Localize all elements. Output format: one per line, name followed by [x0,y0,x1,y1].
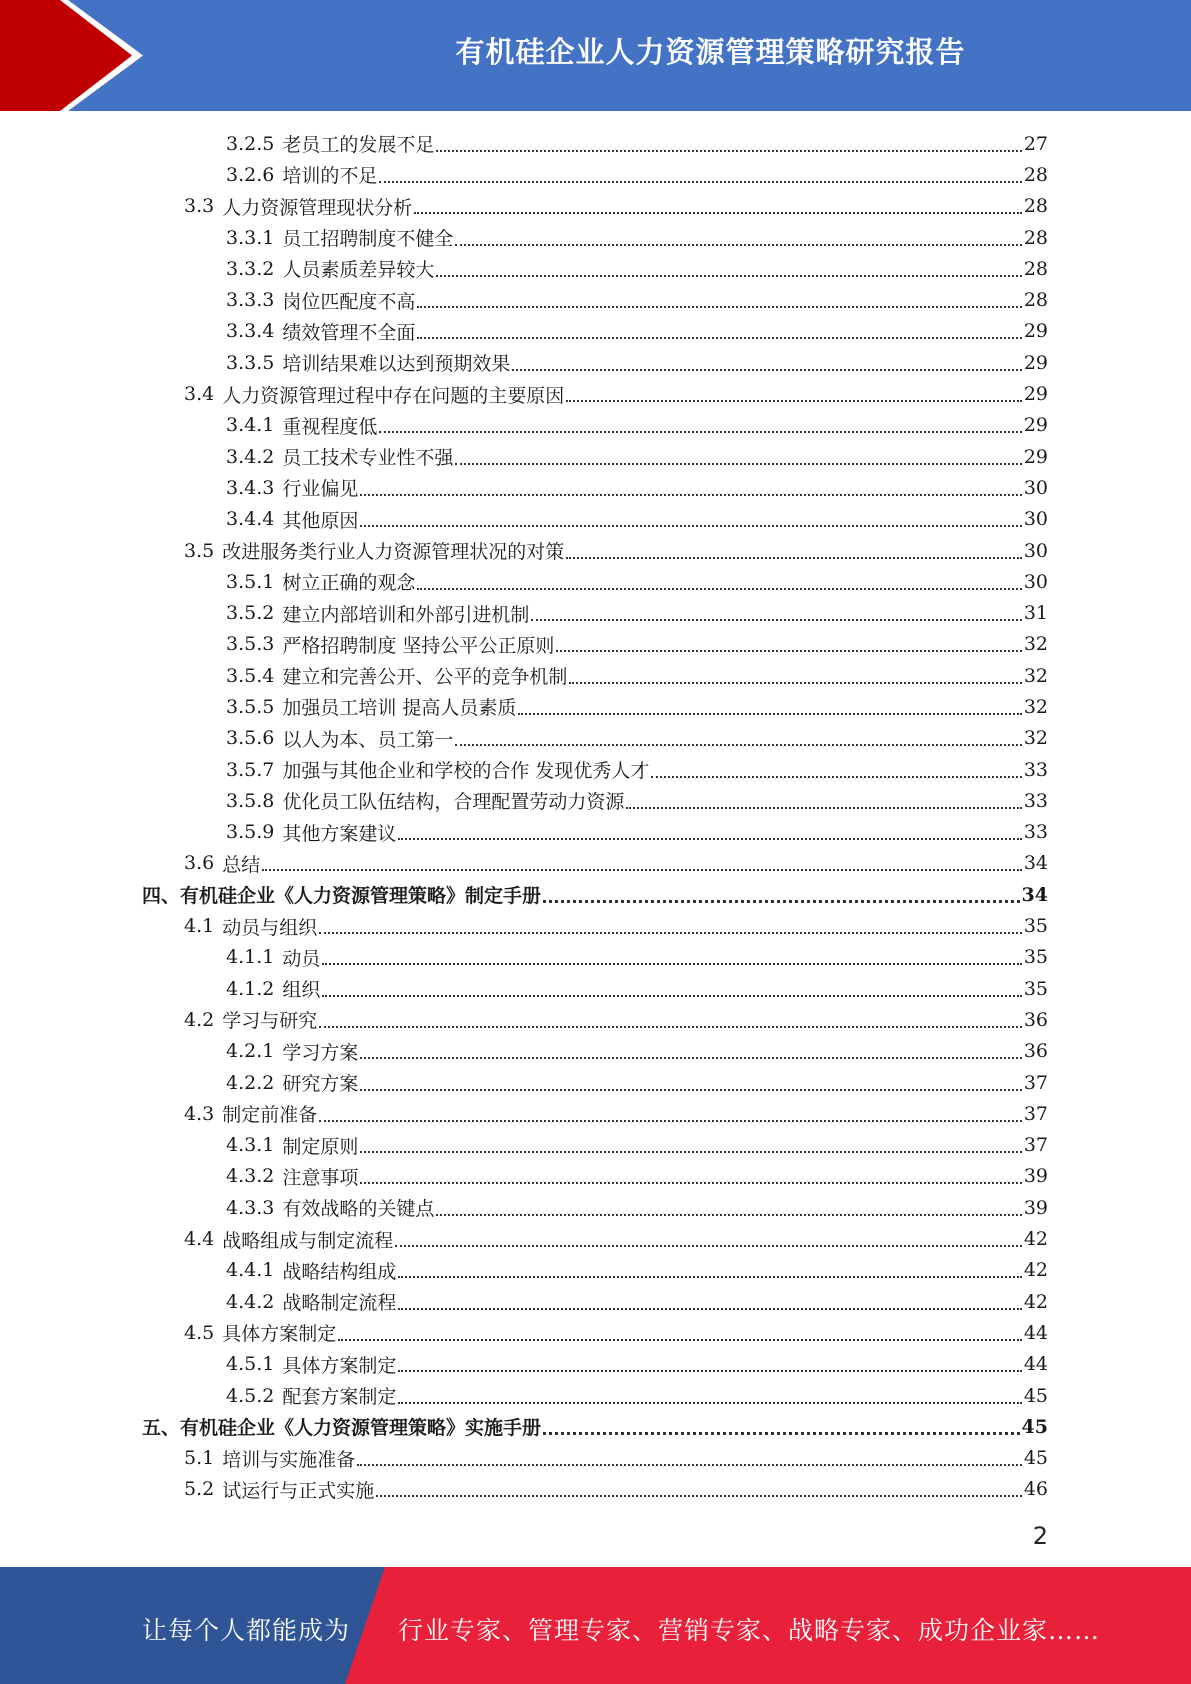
toc-entry-number: 4.3 [184,1102,215,1125]
toc-entry[interactable] [142,785,1048,816]
toc-dot-leader [398,1402,1021,1404]
toc-dot-leader [360,1057,1021,1059]
toc-entry[interactable] [142,597,1048,628]
toc-entry-page: 33 [1023,821,1048,844]
toc-entry-page: 30 [1023,539,1048,562]
toc-entry-title: 其他方案建议 [282,822,397,845]
toc-dot-leader [556,650,1021,652]
toc-entry[interactable] [142,848,1048,879]
toc-dot-leader [398,1276,1021,1278]
toc-entry-number: 3.3.2 [226,257,275,280]
toc-entry-title: 绩效管理不全面 [282,321,416,344]
toc-entry[interactable] [142,316,1048,347]
toc-dot-leader [569,682,1021,684]
toc-entry-title: 岗位匹配度不高 [282,290,416,313]
toc-entry-title: 有机硅企业《人力资源管理策略》实施手册 [180,1417,542,1440]
toc-entry-title: 培训与实施准备 [222,1448,356,1471]
toc-entry-page: 30 [1023,570,1048,593]
toc-entry[interactable] [142,566,1048,597]
toc-entry-title: 建立内部培训和外部引进机制 [282,603,530,626]
toc-dot-leader [436,275,1021,277]
toc-entry-page: 28 [1023,163,1048,186]
toc-entry-number: 3.5.8 [226,789,275,812]
toc-entry-page: 33 [1023,758,1048,781]
toc-entry-title: 有机硅企业《人力资源管理策略》制定手册 [180,885,542,908]
toc-dot-leader [566,557,1022,559]
toc-dot-leader [455,463,1021,465]
toc-entry[interactable] [142,660,1048,691]
toc-entry-number: 3.5.5 [226,695,275,718]
toc-entry-number: 4.4 [184,1228,215,1251]
toc-entry-page: 29 [1023,414,1048,437]
toc-entry-number: 4.3.3 [226,1196,275,1219]
toc-dot-leader [543,1432,1020,1435]
toc-entry-title: 人力资源管理过程中存在问题的主要原因 [222,384,565,407]
toc-entry[interactable] [142,1349,1048,1380]
toc-dot-leader [417,588,1021,590]
toc-entry-title: 配套方案制定 [282,1386,397,1409]
toc-entry-page: 28 [1023,257,1048,280]
toc-dot-leader [379,431,1021,433]
toc-entry-title: 培训的不足 [282,165,378,188]
toc-entry-number: 3.3.3 [226,289,275,312]
toc-entry-page: 29 [1023,383,1048,406]
toc-entry-page: 28 [1023,195,1048,218]
toc-entry-title: 行业偏见 [282,478,359,501]
toc-entry-number: 4.2 [184,1008,215,1031]
toc-entry-title: 具体方案制定 [222,1323,337,1346]
toc-dot-leader [398,1370,1021,1372]
toc-entry-number: 4.1 [184,915,215,938]
toc-entry[interactable] [142,1161,1048,1192]
toc-entry-number: 3.3.1 [226,226,275,249]
toc-entry-number: 4.4.2 [226,1290,275,1313]
toc-entry-page: 44 [1023,1321,1048,1344]
toc-entry-page: 32 [1023,664,1048,687]
toc-entry[interactable] [142,253,1048,284]
toc-dot-leader [455,744,1021,746]
toc-dot-leader [651,776,1021,778]
toc-entry-title: 加强员工培训 提高人员素质 [282,697,517,720]
toc-entry-page: 37 [1023,1071,1048,1094]
toc-entry-number: 4.4.1 [226,1259,275,1282]
toc-entry-title: 试运行与正式实施 [222,1479,375,1502]
toc-entry-title: 建立和完善公开、公平的竞争机制 [282,666,568,689]
toc-entry-title: 优化员工队伍结构，合理配置劳动力资源 [282,791,625,814]
toc-entry-page: 34 [1021,883,1048,906]
toc-entry[interactable] [142,1286,1048,1317]
toc-entry[interactable] [142,723,1048,754]
toc-entry[interactable] [142,441,1048,472]
toc-entry-number: 4.5 [184,1321,215,1344]
toc-dot-leader [414,212,1022,214]
toc-dot-leader [360,1089,1021,1091]
toc-entry-title: 总结 [222,853,261,876]
toc-entry[interactable] [142,1098,1048,1129]
toc-entry-page: 35 [1023,977,1048,1000]
toc-entry-title: 人员素质差异较大 [282,259,435,282]
page-footer [0,1567,1191,1684]
toc-entry[interactable] [142,347,1048,378]
toc-entry-page: 39 [1023,1165,1048,1188]
toc-entry-number: 5.1 [184,1447,215,1470]
toc-entry-number: 3.5.7 [226,758,275,781]
toc-dot-leader [262,869,1022,871]
toc-entry-number: 3.5 [184,539,215,562]
toc-entry-page: 31 [1023,602,1048,625]
toc-entry-number: 五、 [142,1417,181,1440]
toc-dot-leader [319,1026,1022,1028]
toc-entry-page: 29 [1023,320,1048,343]
toc-entry-number: 4.3.1 [226,1134,275,1157]
toc-entry[interactable] [142,629,1048,660]
toc-entry-number: 3.4.3 [226,476,275,499]
toc-entry-page: 32 [1023,633,1048,656]
toc-entry-title: 学习方案 [282,1041,359,1064]
toc-entry[interactable] [142,378,1048,409]
toc-entry[interactable] [142,535,1048,566]
toc-entry[interactable] [142,1411,1048,1442]
toc-entry-page: 39 [1023,1196,1048,1219]
toc-entry-number: 4.1.1 [226,946,275,969]
footer-slogan-left: 让每个人都能成为 [142,1616,351,1645]
toc-dot-leader [376,1495,1022,1497]
page-header [0,0,1191,111]
toc-entry-number: 四、 [142,885,181,908]
footer-slogan-right: 行业专家、管理专家、营销专家、战略专家、成功企业家…… [398,1616,1101,1645]
toc-entry-number: 3.5.6 [226,727,275,750]
toc-entry-page: 45 [1021,1415,1048,1438]
toc-entry-title: 学习与研究 [222,1010,318,1033]
toc-entry-title: 员工技术专业性不强 [282,447,454,470]
toc-entry-title: 老员工的发展不足 [282,134,435,157]
toc-entry-title: 具体方案制定 [282,1354,397,1377]
toc-entry-title: 人力资源管理现状分析 [222,196,413,219]
toc-entry[interactable] [142,1223,1048,1254]
toc-entry-page: 35 [1023,915,1048,938]
toc-dot-leader [357,1464,1022,1466]
toc-dot-leader [322,995,1021,997]
toc-entry[interactable] [142,504,1048,535]
toc-entry-page: 29 [1023,351,1048,374]
toc-dot-leader [626,807,1021,809]
toc-entry-number: 3.4.1 [226,414,275,437]
toc-dot-leader [398,1308,1021,1310]
toc-entry-number: 3.3.4 [226,320,275,343]
toc-entry-title: 培训结果难以达到预期效果 [282,353,511,376]
toc-dot-leader [518,713,1021,715]
toc-entry-number: 3.5.1 [226,570,275,593]
toc-entry-number: 4.3.2 [226,1165,275,1188]
toc-entry-number: 4.5.1 [226,1353,275,1376]
toc-entry-title: 研究方案 [282,1073,359,1096]
toc-entry-number: 4.1.2 [226,977,275,1000]
toc-entry-page: 32 [1023,695,1048,718]
toc-dot-leader [417,337,1021,339]
toc-entry-number: 4.2.2 [226,1071,275,1094]
toc-entry-title: 严格招聘制度 坚持公平公正原则 [282,634,555,657]
toc-entry-page: 30 [1023,476,1048,499]
toc-entry-number: 3.3 [184,195,215,218]
toc-entry-number: 3.6 [184,852,215,875]
header-red-chevron [0,0,150,111]
toc-dot-leader [566,400,1022,402]
toc-entry[interactable] [142,1004,1048,1035]
toc-dot-leader [319,1120,1022,1122]
toc-entry-page: 30 [1023,508,1048,531]
toc-dot-leader [531,619,1021,621]
toc-dot-leader [360,1182,1021,1184]
toc-entry-title: 有效战略的关键点 [282,1198,435,1221]
toc-dot-leader [360,1151,1021,1153]
toc-entry-number: 3.2.5 [226,132,275,155]
toc-entry-number: 3.4.4 [226,508,275,531]
toc-entry[interactable] [142,1317,1048,1348]
toc-entry-title: 动员 [282,947,321,970]
toc-entry-number: 3.5.9 [226,821,275,844]
toc-entry[interactable] [142,1036,1048,1067]
toc-entry-title: 战略组成与制定流程 [222,1229,394,1252]
toc-dot-leader [398,838,1021,840]
toc-dot-leader [417,306,1021,308]
toc-entry-title: 制定原则 [282,1135,359,1158]
toc-entry-title: 重视程度低 [282,415,378,438]
toc-entry[interactable] [142,284,1048,315]
toc-dot-leader [455,244,1021,246]
toc-entry-page: 27 [1023,132,1048,155]
toc-dot-leader [436,150,1021,152]
toc-entry[interactable] [142,128,1048,159]
toc-entry[interactable] [142,1380,1048,1411]
toc-entry-number: 4.2.1 [226,1040,275,1063]
toc-entry-page: 37 [1023,1102,1048,1125]
toc-entry-page: 29 [1023,445,1048,468]
toc-entry-page: 46 [1023,1478,1048,1501]
toc-entry[interactable] [142,1192,1048,1223]
toc-dot-leader [395,1245,1022,1247]
toc-entry-number: 3.2.6 [226,163,275,186]
toc-entry[interactable] [142,942,1048,973]
document-title: 有机硅企业人力资源管理策略研究报告 [455,35,966,69]
toc-entry[interactable] [142,472,1048,503]
toc-entry-number: 4.5.2 [226,1384,275,1407]
toc-entry-title: 战略结构组成 [282,1260,397,1283]
toc-entry[interactable] [142,910,1048,941]
toc-dot-leader [319,932,1022,934]
toc-entry[interactable] [142,410,1048,441]
toc-entry-title: 其他原因 [282,509,359,532]
toc-entry-title: 员工招聘制度不健全 [282,228,454,251]
toc-entry-page: 28 [1023,289,1048,312]
toc-entry-page: 37 [1023,1134,1048,1157]
toc-entry-page: 42 [1023,1228,1048,1251]
toc-entry-title: 战略制定流程 [282,1292,397,1315]
toc-entry-page: 42 [1023,1259,1048,1282]
toc-entry[interactable] [142,879,1048,910]
toc-entry-page: 33 [1023,789,1048,812]
toc-entry[interactable] [142,1067,1048,1098]
toc-entry-title: 树立正确的观念 [282,572,416,595]
toc-entry[interactable] [142,222,1048,253]
toc-dot-leader [379,181,1021,183]
toc-dot-leader [322,963,1021,965]
table-of-contents [142,128,1048,1505]
toc-entry-number: 5.2 [184,1478,215,1501]
toc-entry[interactable] [142,754,1048,785]
toc-entry-title: 改进服务类行业人力资源管理状况的对策 [222,541,565,563]
toc-entry-page: 45 [1023,1447,1048,1470]
toc-entry-number: 3.5.4 [226,664,275,687]
toc-dot-leader [512,369,1021,371]
toc-entry-page: 28 [1023,226,1048,249]
toc-dot-leader [338,1339,1022,1341]
toc-dot-leader [360,525,1021,527]
toc-entry[interactable] [142,159,1048,190]
toc-dot-leader [360,494,1021,496]
toc-entry-page: 44 [1023,1353,1048,1376]
toc-entry[interactable] [142,1442,1048,1473]
page-number: 2 [1032,1522,1048,1550]
toc-entry-page: 42 [1023,1290,1048,1313]
toc-entry-title: 动员与组织 [222,916,318,939]
toc-entry[interactable] [142,973,1048,1004]
toc-entry-title: 加强与其他企业和学校的合作 发现优秀人才 [282,760,650,783]
toc-entry[interactable] [142,1474,1048,1505]
toc-entry-title: 以人为本、员工第一 [282,728,454,751]
toc-entry-number: 3.5.2 [226,602,275,625]
toc-dot-leader [543,900,1020,903]
toc-entry[interactable] [142,191,1048,222]
toc-entry-page: 36 [1023,1040,1048,1063]
toc-entry-page: 45 [1023,1384,1048,1407]
toc-entry-page: 34 [1023,852,1048,875]
toc-entry-page: 32 [1023,727,1048,750]
toc-entry[interactable] [142,691,1048,722]
toc-entry[interactable] [142,1255,1048,1286]
toc-entry-page: 35 [1023,946,1048,969]
toc-entry-title: 制定前准备 [222,1104,318,1127]
toc-entry[interactable] [142,817,1048,848]
toc-entry[interactable] [142,1130,1048,1161]
toc-entry-number: 3.5.3 [226,633,275,656]
toc-entry-number: 3.4.2 [226,445,275,468]
toc-entry-page: 36 [1023,1008,1048,1031]
toc-dot-leader [436,1214,1021,1216]
toc-entry-title: 组织 [282,979,321,1002]
toc-entry-number: 3.3.5 [226,351,275,374]
toc-entry-number: 3.4 [184,383,215,406]
toc-entry-title: 注意事项 [282,1166,359,1189]
